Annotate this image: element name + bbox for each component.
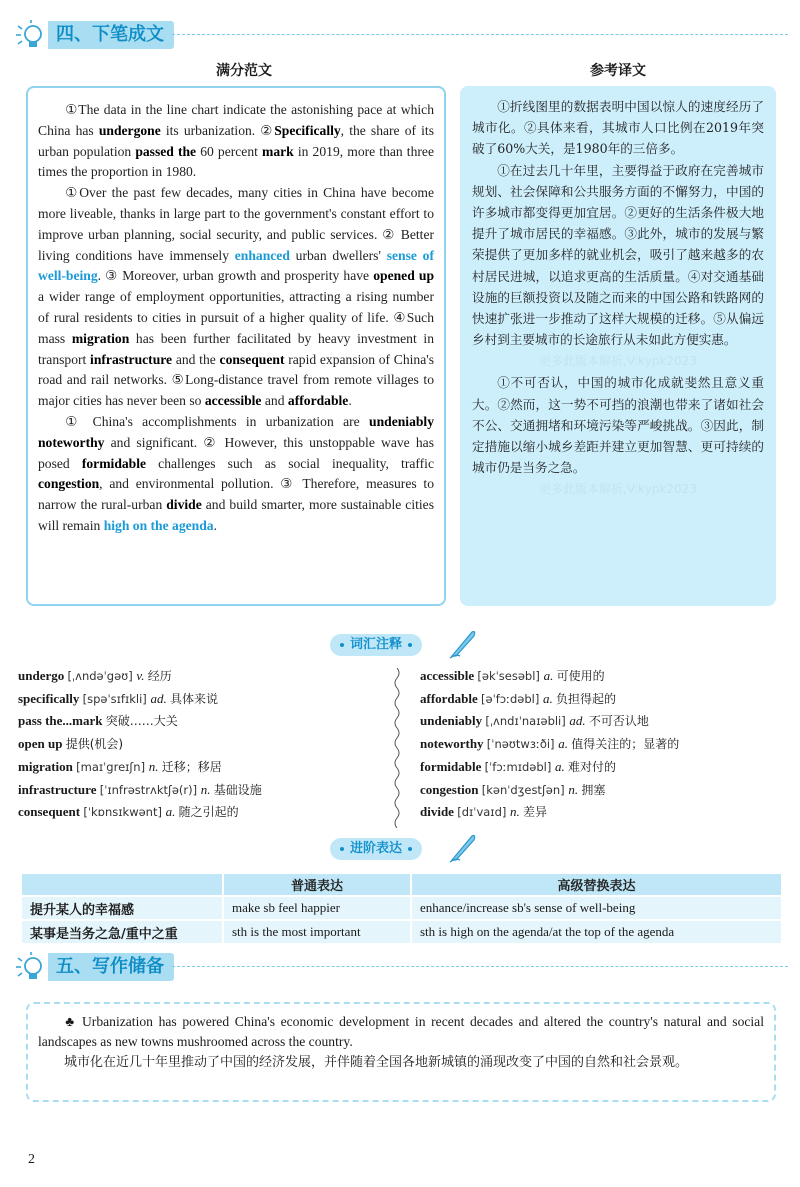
text-run: 60 percent	[196, 143, 263, 159]
vocab-word: migration	[18, 758, 77, 774]
vocab-item	[18, 801, 262, 824]
highlight-phrase: enhanced	[234, 247, 290, 263]
table-row	[21, 896, 782, 920]
vocab-word: congestion	[420, 781, 482, 797]
vocab-word: formidable	[420, 758, 485, 774]
vocab-pos: ad.	[150, 690, 170, 706]
key-phrase: congestion	[38, 476, 100, 492]
key-phrase: consequent	[219, 351, 285, 367]
vocab-meaning: 具体来说	[169, 691, 218, 706]
vocab-phonetic: [spəˈsɪfɪkli]	[82, 691, 151, 706]
translation-heading: 参考译文	[590, 63, 646, 79]
vocab-word: accessible	[420, 668, 478, 683]
key-phrase: passed the	[135, 143, 197, 159]
text-run: its urbanization. ②	[160, 122, 275, 138]
table-row	[21, 920, 782, 944]
vocab-meaning: 迁移；移居	[161, 759, 222, 774]
text-run: and significant. ② However, this unstoppable wave has posed	[38, 434, 434, 471]
vocab-pos: a.	[555, 758, 569, 774]
vocab-phonetic: [əˈfɔːdəbl]	[481, 691, 544, 706]
text-run: has been further facilitated by heavy investment in transport	[38, 330, 434, 367]
vocab-phonetic: [dɪˈvaɪd]	[457, 805, 511, 820]
vocab-phonetic: [əkˈsesəbl]	[477, 669, 544, 683]
vocab-meaning: 基础设施	[213, 782, 262, 797]
vocab-phonetic: [maɪˈgreɪʃn]	[76, 759, 149, 774]
advanced-heading	[330, 838, 422, 860]
vocab-pos: v.	[136, 668, 148, 683]
writing-prep-box	[26, 1002, 776, 1102]
vocab-pos: ad.	[569, 713, 589, 729]
vocab-phonetic: [ˈkɒnsɪkwənt]	[83, 805, 166, 820]
vocab-meaning: 可使用的	[556, 669, 605, 683]
key-phrase: formidable	[81, 455, 147, 471]
vocab-heading-label: 词汇注释	[350, 637, 403, 652]
vocab-list-right	[420, 665, 679, 824]
vocab-word: pass the...mark	[18, 713, 106, 729]
text-run: rapid expansion of China's road and rail networks. ⑤Long-distance travel from remote villages to major cities has never been so	[38, 351, 434, 409]
section-5-title: 五、写作储备	[48, 953, 174, 981]
vocab-word: infrastructure	[18, 781, 100, 797]
vocab-phonetic: [kənˈdʒestʃən]	[481, 782, 569, 797]
vocab-item	[18, 779, 262, 802]
essay-paragraph-3	[38, 412, 434, 537]
text-run: in 2019, more than three times the proportion in 1980.	[38, 143, 434, 180]
watermark: 更多此版本解析,V:kypk2023	[539, 354, 697, 369]
vocab-meaning: 负担得起的	[556, 691, 617, 706]
key-phrase: infrastructure	[90, 351, 173, 367]
vocab-meaning: 拥塞	[581, 782, 606, 797]
vocab-meaning: 不可否认地	[588, 714, 649, 729]
section-5-header	[14, 950, 174, 984]
vocab-item	[420, 756, 679, 779]
vocab-pos: n.	[568, 781, 582, 797]
section-4-header	[14, 18, 174, 52]
lightbulb-icon	[14, 18, 48, 52]
translation-paragraph-1: ①折线图里的数据表明中国以惊人的速度经历了城市化。②具体来看，其城市人口比例在2019年突破了60%大关，是1980年的三倍多。	[472, 99, 764, 157]
vocab-word: undeniably	[420, 713, 486, 729]
vocab-word: specifically	[18, 690, 83, 706]
key-phrase: Specifically	[274, 122, 341, 138]
vocab-item	[18, 710, 262, 733]
text-run: , and environmental pollution. ③ Therefore, measures to narrow the rural-urban	[38, 476, 434, 513]
quill-pen-icon	[446, 830, 480, 864]
vocab-phonetic: [ˌʌndəˈgəʊ]	[67, 669, 137, 683]
vocab-pos: n.	[510, 804, 524, 820]
key-phrase: undeniably noteworthy	[38, 413, 434, 450]
vocab-word: affordable	[420, 690, 482, 706]
vocab-phonetic: [ˈɪnfrəstrʌktʃə(r)]	[99, 782, 201, 797]
table-cell: 某事是当务之急/重中之重	[21, 920, 223, 944]
translation-paragraph-2: ①在过去几十年里，主要得益于政府在完善城市规划、社会保障和公共服务方面的不懈努力，中国的许多城市都变得更加宜居。②更好的生活条件极大地提升了城市居民的幸福感。③此外，城市的发展与繁荣提供了更加多样的就业机会，吸引了越来越多的农村居民进城，以追求更高的生活质量。④对交通基础设施的巨额投资以及随之而来的中国公路和铁路网的快速扩张进一步推动了这样大规模的迁移。⑤从偏远乡村到主要城市的长途旅行从未如此方便实惠。	[472, 162, 764, 348]
highlight-phrase: sense of well-being	[38, 247, 434, 284]
vocab-item	[420, 801, 679, 824]
translation-paragraph-3: ①不可否认，中国的城市化成就斐然且意义重大。②然而，这一势不可挡的浪潮也带来了诸如社会不公、交通拥堵和环境污染等严峻挑战。③因此，制定措施以缩小城乡差距并建立更加智慧、更可持续的城市仍是当务之急。	[472, 375, 764, 476]
advanced-heading-label: 进阶表达	[350, 841, 403, 856]
vocab-item	[18, 733, 262, 756]
table-header: 普通表达	[223, 873, 411, 896]
vocab-item	[420, 688, 679, 711]
section-divider	[172, 966, 788, 967]
table-cell: sth is high on the agenda/at the top of the agenda	[411, 920, 782, 944]
vocab-heading	[330, 634, 422, 656]
text-run: ①Over the past few decades, many cities in China have become more liveable, thanks in large part to the government's constant effort to improve urban planning, social security, and public services. ② Better living conditions have immensely	[38, 185, 434, 263]
text-run: ①The data in the line chart indicate the astonishing pace at which China has	[38, 102, 434, 138]
text-run: .	[213, 517, 218, 533]
essay-paragraph-1	[38, 100, 434, 183]
vocab-phonetic: [ˈfɔːmɪdəbl]	[484, 759, 556, 774]
table-cell: sth is the most important	[223, 920, 411, 944]
text-run: a wider range of employment opportunities, attracting a rising number of rural residents to cities in pursuit of a higher quality of life. ④Such mass	[38, 289, 434, 346]
prep-english: ♣ Urbanization has powered China's economic development in recent decades and altered the country's natural and social landscapes as new towns mushroomed across the country.	[38, 1014, 764, 1049]
vocab-phonetic: [ˌʌndɪˈnaɪəbli]	[485, 714, 570, 729]
vocab-phonetic: [ˈnəʊtwɜːði]	[486, 737, 559, 752]
text-run: , the share of its urban population	[38, 122, 434, 159]
quill-pen-icon	[446, 626, 480, 660]
table-cell: enhance/increase sb's sense of well-being	[411, 896, 782, 920]
reference-translation	[460, 86, 776, 606]
vocab-word: noteworthy	[420, 736, 487, 752]
vocab-item	[420, 665, 679, 688]
essay-paragraph-2	[38, 183, 434, 412]
vocab-list-left	[18, 665, 262, 824]
vocab-pos: a.	[543, 690, 557, 706]
vocab-meaning: 差异	[523, 805, 548, 820]
vocab-pos: n.	[200, 781, 214, 797]
text-run: and the	[172, 351, 220, 367]
vocab-item	[420, 733, 679, 756]
vocab-word: divide	[420, 804, 458, 820]
vocab-pos: a.	[165, 804, 179, 820]
key-phrase: divide	[166, 497, 202, 513]
vocab-meaning: 随之引起的	[178, 805, 239, 820]
key-phrase: mark	[262, 143, 294, 159]
vocab-word: undergo	[18, 668, 68, 683]
section-4-title: 四、下笔成文	[48, 21, 174, 49]
essay-heading: 满分范文	[216, 63, 272, 79]
text-run: and	[261, 393, 288, 409]
wavy-divider	[392, 668, 402, 828]
watermark: 更多此版本解析,V:kypk2023	[539, 482, 697, 497]
advanced-expressions-table	[20, 872, 783, 945]
key-phrase: migration	[71, 330, 130, 346]
vocab-pos: a.	[543, 668, 557, 683]
table-header	[21, 873, 223, 896]
prep-chinese: 城市化在近几十年里推动了中国的经济发展，并伴随着全国各地新城镇的涌现改变了中国的自然和社会景观。	[64, 1055, 689, 1070]
key-phrase: affordable	[287, 393, 349, 409]
vocab-pos: a.	[558, 736, 572, 752]
key-phrase: opened up	[373, 268, 434, 284]
key-phrase: undergone	[98, 122, 161, 138]
vocab-meaning: 难对付的	[568, 759, 617, 774]
vocab-item	[18, 756, 262, 779]
vocab-meaning: 经历	[147, 669, 172, 683]
vocab-meaning: 值得关注的；显著的	[571, 737, 680, 752]
lightbulb-icon	[14, 950, 48, 984]
vocab-item	[18, 665, 262, 688]
vocab-meaning: 突破……大关	[105, 714, 178, 729]
table-header: 高级替换表达	[411, 873, 782, 896]
text-run: ① China's accomplishments in urbanization are	[65, 413, 370, 429]
model-essay	[26, 86, 446, 606]
vocab-word: consequent	[18, 804, 84, 820]
vocab-item	[18, 688, 262, 711]
vocab-item	[420, 710, 679, 733]
vocab-word: open up	[18, 736, 66, 752]
text-run: and build smarter, more sustainable cities will remain	[38, 497, 434, 533]
table-cell: 提升某人的幸福感	[21, 896, 223, 920]
text-run: . ③ Moreover, urban growth and prosperity have	[97, 268, 374, 284]
vocab-pos: n.	[148, 758, 162, 774]
vocab-item	[420, 779, 679, 802]
vocab-meaning: 提供(机会)	[65, 737, 124, 752]
highlight-phrase: high on the agenda	[103, 517, 214, 533]
page-number: 2	[28, 1152, 35, 1167]
text-run: urban dwellers'	[289, 247, 387, 263]
key-phrase: accessible	[204, 393, 262, 409]
text-run: .	[348, 393, 352, 409]
section-divider	[172, 34, 788, 35]
table-cell: make sb feel happier	[223, 896, 411, 920]
text-run: challenges such as social inequality, traffic	[146, 455, 434, 471]
table-header-row	[21, 873, 782, 896]
